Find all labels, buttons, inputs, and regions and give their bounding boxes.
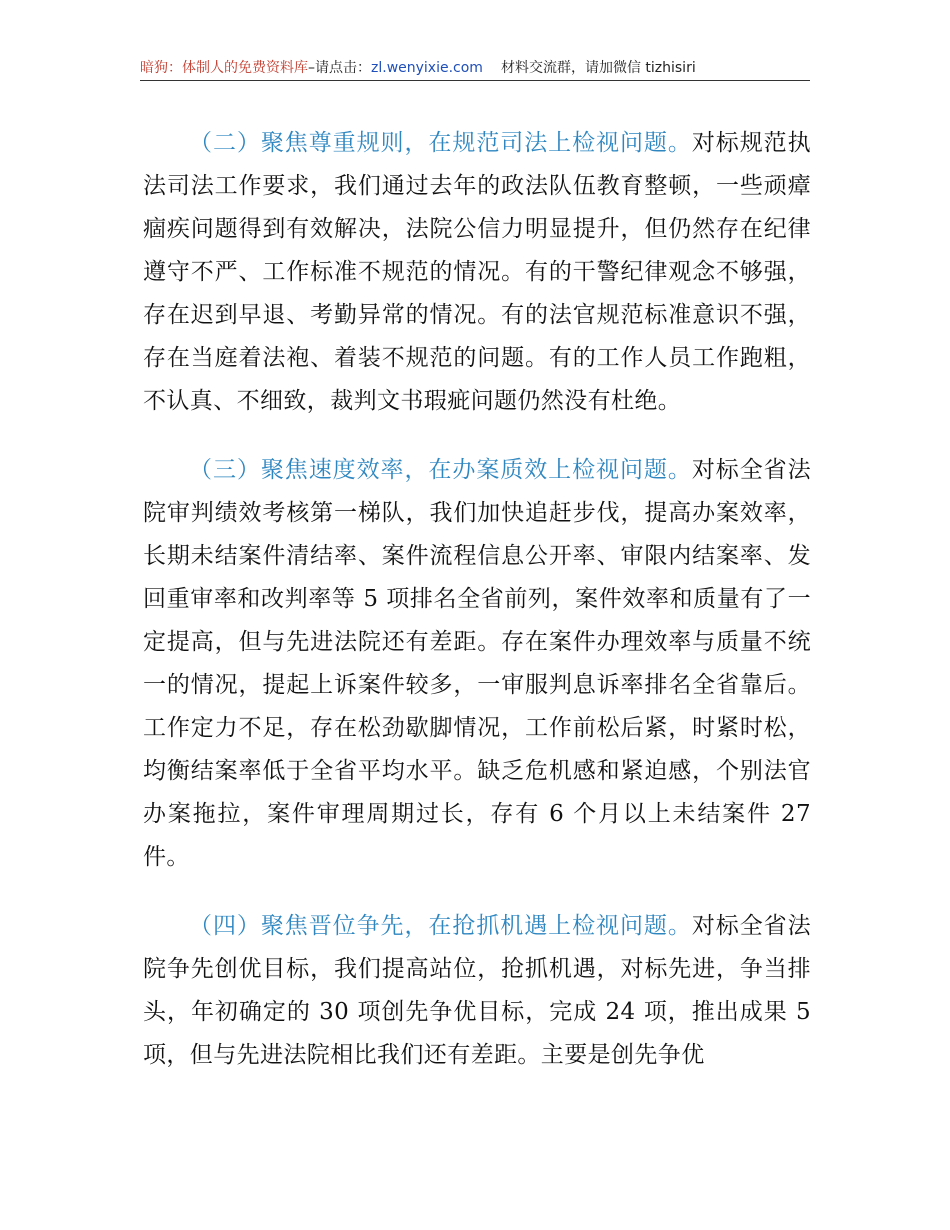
header-divider [140, 80, 810, 81]
header-url-link[interactable]: zl.wenyixie.com [371, 60, 483, 76]
section-heading: （四）聚焦晋位争先，在抢抓机遇上检视问题。 [189, 913, 692, 939]
header-prompt: –请点击： [308, 60, 371, 76]
paragraph-section-3 [143, 449, 811, 879]
paragraph-section-4 [143, 905, 811, 1077]
section-body: 对标全省法院争先创优目标，我们提高站位，抢抓机遇，对标先进，争当排头，年初确定的 30 项创先争优目标，完成 24 项，推出成果 5 项，但与先进法院相比我们还有差距。主要是创先争优 [143, 913, 812, 1068]
document-body [143, 122, 811, 1103]
header-brand: 暗狗：体制人的免费资料库 [140, 60, 308, 76]
section-heading: （三）聚焦速度效率，在办案质效上检视问题。 [189, 457, 692, 483]
section-body: 对标规范执法司法工作要求，我们通过去年的政法队伍教育整顿，一些顽瘴痼疾问题得到有效解决，法院公信力明显提升，但仍然存在纪律遵守不严、工作标准不规范的情况。有的干警纪律观念不够强，存在迟到早退、考勤异常的情况。有的法官规范标准意识不强，存在当庭着法袍、着装不规范的问题。有的工作人员工作跑粗，不认真、不细致，裁判文书瑕疵问题仍然没有杜绝。 [143, 130, 812, 414]
header-contact: 材料交流群，请加微信 tizhisiri [500, 60, 696, 76]
paragraph-section-2 [143, 122, 811, 423]
section-body: 对标全省法院审判绩效考核第一梯队，我们加快追赶步伐，提高办案效率，长期未结案件清结率、案件流程信息公开率、审限内结案率、发回重审率和改判率等 5 项排名全省前列，案件效率和质量有了一定提高，但与先进法院还有差距。存在案件办理效率与质量不统一的情况，提起上诉案件较多，一审服判息诉率排名全省靠后。工作定力不足，存在松劲歇脚情况，工作前松后紧，时紧时松，均衡结案率低于全省平均水平。缺乏危机感和紧迫感，个别法官办案拖拉，案件审理周期过长，存有 6 个月以上未结案件 27 件。 [143, 457, 812, 870]
page-header [140, 58, 810, 82]
section-heading: （二）聚焦尊重规则，在规范司法上检视问题。 [189, 130, 692, 156]
